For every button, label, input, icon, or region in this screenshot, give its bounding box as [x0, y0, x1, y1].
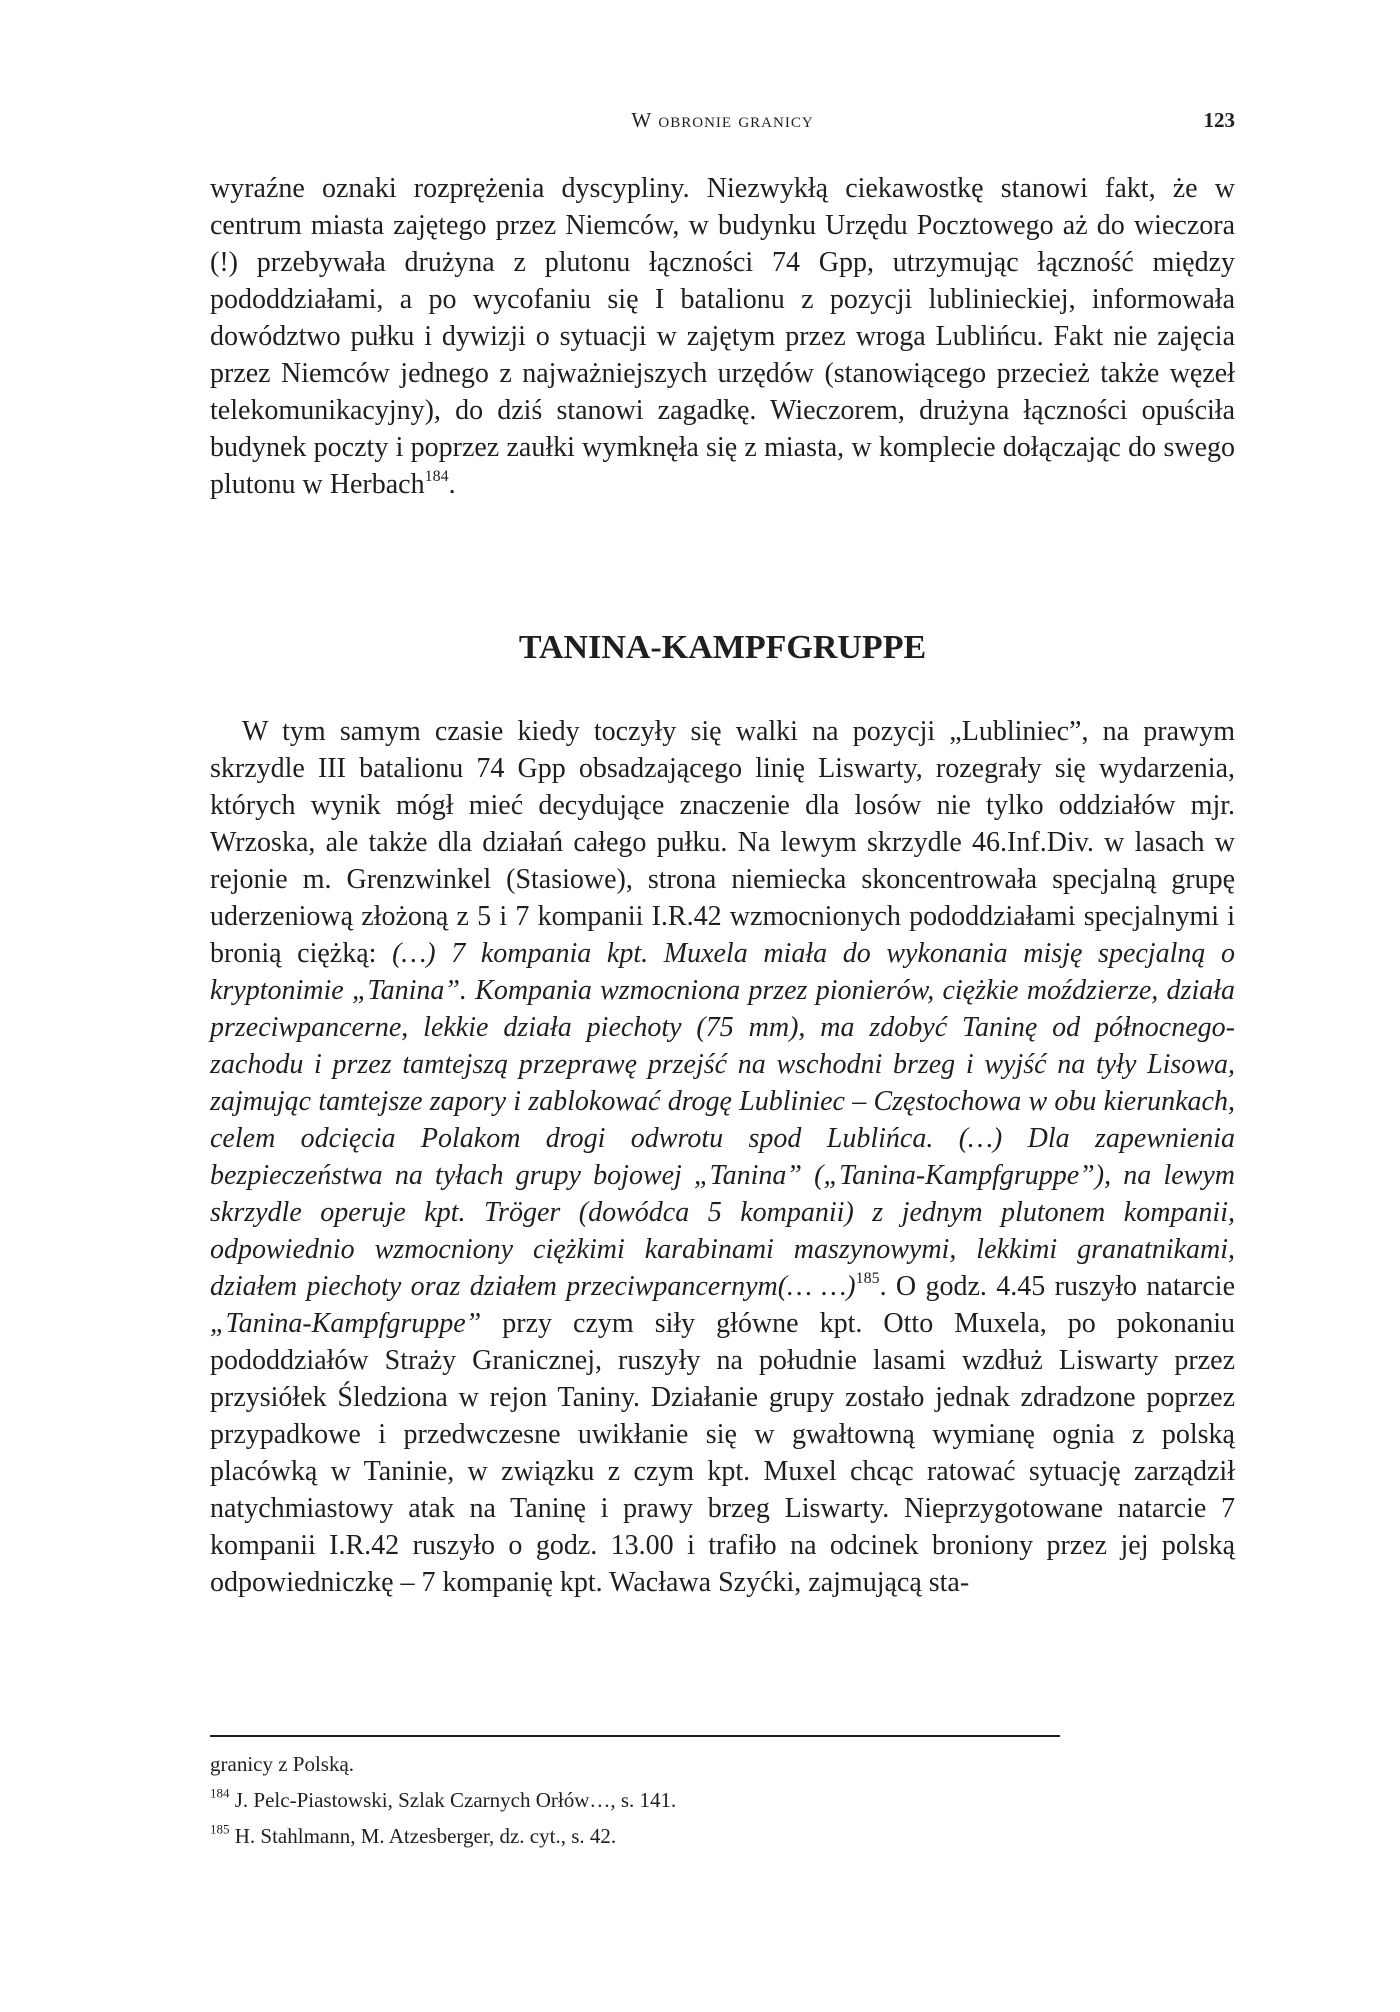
paragraph-2-part2: . O godz. 4.45 ruszyło natarcie [879, 1271, 1235, 1302]
paragraph-continued [210, 170, 1235, 503]
paragraph-2-quote: (…) 7 kompania kpt. Muxela miała do wykonania misję specjalną o kryptonimie „Tanina”. Kompania wzmocniona przez pionierów, ciężkie moździerze, działa przeciwpancerne, lekkie działa piechoty (75 mm), ma zdobyć Taninę od północnego-zachodu i przez tamtejszą przeprawę przejść na wschodni brzeg i wyjść na tyły Lisowa, zajmując tamtejsze zapory i zablokować drogę Lubliniec – Częstochowa w obu kierunkach, celem odcięcia Polakom drogi odwrotu spod Lublińca. (…) Dla zapewnienia bezpieczeństwa na tyłach grupy bojowej „Tanina” („Tanina-Kampfgruppe”), na lewym skrzydle operuje kpt. Tröger (dowódca 5 kompanii) z jednym plutonem kompanii, odpowiednio wzmocniony ciężkimi karabinami maszynowymi, lekkimi granatnikami, działem piechoty oraz działem przeciwpancernym(… …) [210, 938, 1235, 1302]
footnote-number: 185 [210, 1821, 230, 1837]
paragraph-1-text: wyraźne oznaki rozprężenia dyscypliny. Niezwykłą ciekawostkę stanowi fakt, że w centrum miasta zajętego przez Niemców, w budynku Urzędu Pocztowego aż do wieczora (!) przebywała drużyna z plutonu łączności 74 Gpp, utrzymując łączność między pododdziałami, a po wycofaniu się I batalionu z pozycji lublinieckiej, informowała dowództwo pułku i dywizji o sytuacji w zajętym przez wroga Lublińcu. Fakt nie zajęcia przez Niemców jednego z najważniejszych urzędów (stanowiącego przecież także węzeł telekomunikacyjny), do dziś stanowi zagadkę. Wieczorem, drużyna łączności opuściła budynek poczty i poprzez zaułki wymknęła się z miasta, w komplecie dołączając do swego plutonu w Herbach [210, 173, 1235, 500]
paragraph-2-part3: przy czym siły główne kpt. Otto Muxela, po pokonaniu pododdziałów Straży Granicznej, ruszyły na południe lasami wzdłuż Liswarty przez przysiółek Śledziona w rejon Taniny. Działanie grupy zostało jednak zdradzone poprzez przypadkowe i przedwczesne uwikłanie się w gwałtowną wymianę ognia z polską placówką w Taninie, w związku z czym kpt. Muxel chcąc ratować sytuację zarządził natychmiastowy atak na Taninę i prawy brzeg Liswarty. Nieprzygotowane natarcie 7 kompanii I.R.42 ruszyło o godz. 13.00 i trafiło na odcinek broniony przez jej polską odpowiedniczkę – 7 kompanię kpt. Wacława Szyćki, zajmującą sta- [210, 1308, 1235, 1598]
paragraph-1-end: . [448, 469, 456, 500]
page-number: 123 [1203, 108, 1235, 132]
paragraph-2-part1: W tym samym czasie kiedy toczyły się walki na pozycji „Lubliniec”, na prawym skrzydle III batalionu 74 Gpp obsadzającego linię Liswarty, rozegrały się wydarzenia, których wynik mógł mieć decydujące znaczenie dla losów nie tylko oddziałów mjr. Wrzoska, ale także dla działań całego pułku. Na lewym skrzydle 46.Inf.Div. w lasach w rejonie m. Grenzwinkel (Stasiowe), strona niemiecka skoncentrowała specjalną grupę uderzeniową złożoną z 5 i 7 kompanii I.R.42 wzmocnionych pododdziałami specjalnymi i bronią ciężką: [210, 716, 1235, 969]
footnote-text: J. Pelc-Piastowski, Szlak Czarnych Orłów…, s. 141. [229, 1788, 677, 1812]
footnote-ref-184: 184 [424, 468, 449, 485]
running-title [210, 103, 1235, 137]
footnote-continued: granicy z Polską. [210, 1752, 355, 1776]
running-header [210, 103, 1235, 137]
section-heading: TANINA-KAMPFGRUPPE [518, 629, 927, 666]
footnote-185 [210, 1818, 1110, 1854]
paragraph-2-quote2: „Tanina-Kampfgruppe” [210, 1308, 482, 1339]
footnote-184 [210, 1782, 1110, 1818]
footnotes [210, 1746, 1110, 1854]
paragraph-tanina [210, 713, 1235, 1601]
footnote-ref-185: 185 [855, 1270, 880, 1287]
footnote-divider [210, 1735, 1060, 1737]
footnote-text: H. Stahlmann, M. Atzesberger, dz. cyt., s. 42. [229, 1824, 617, 1848]
running-title-initial: W [631, 108, 653, 132]
footnote-number: 184 [210, 1785, 230, 1801]
running-title-rest: obronie granicy [652, 108, 814, 132]
